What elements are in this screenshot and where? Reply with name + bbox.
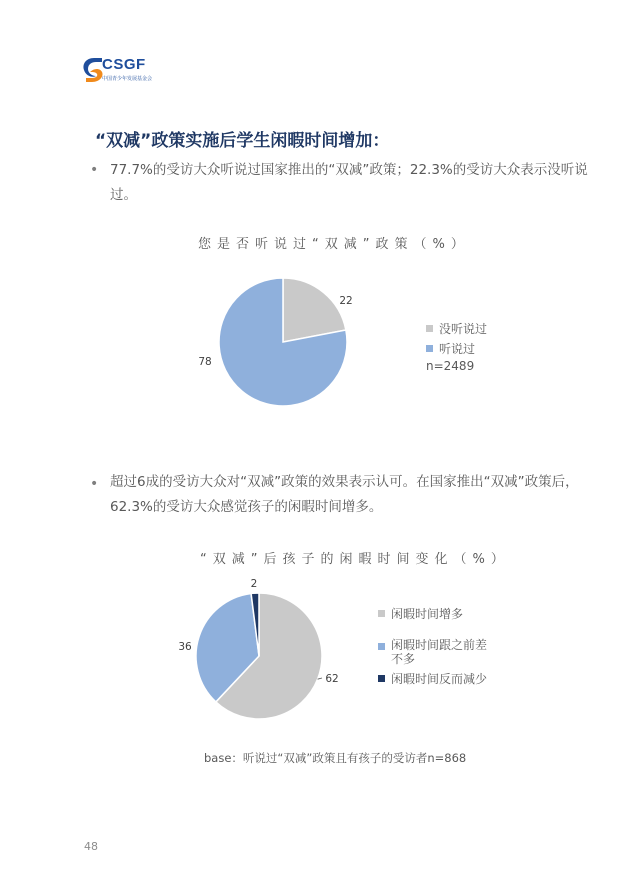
chart2-legend-swatch (378, 675, 385, 682)
pie-data-label: 62 (325, 673, 339, 685)
chart1-legend-label: 没听说过 (439, 322, 488, 336)
logo-subtext: 中国青少年发展基金会 (102, 76, 153, 82)
chart2-base-note: base：听说过“双减”政策且有孩子的受访者n=868 (204, 751, 467, 765)
chart2-legend-label: 闲暇时间跟之前差不多 (391, 638, 488, 666)
pie-data-label: 36 (178, 641, 192, 653)
chart1-legend-label: 听说过 (439, 342, 476, 356)
bullet-dot-icon: • (90, 476, 99, 492)
chart2-legend-swatch (378, 643, 385, 650)
bullet-dot-icon: • (90, 162, 99, 178)
pie-data-label: 2 (250, 578, 258, 590)
section-heading: “双减”政策实施后学生闲暇时间增加： (95, 131, 390, 151)
chart2-legend-label: 闲暇时间增多 (391, 607, 464, 621)
pie-data-label: 78 (198, 356, 212, 368)
chart1-sample-note: n=2489 (426, 359, 475, 373)
chart2-legend-swatch (378, 610, 385, 617)
pie-data-label: 22 (339, 295, 353, 307)
chart1-title: 您是否听说过“双减”政策（%） (198, 237, 470, 252)
chart2-legend-item (378, 670, 487, 687)
chart2-legend-item (378, 605, 463, 622)
bullet-text-1: 77.7%的受访大众听说过国家推出的“双减”政策；22.3%的受访大众表示没听说过。 (110, 162, 588, 203)
chart2-legend-item (378, 638, 488, 666)
logo-text: CSGF (102, 56, 146, 73)
page-number: 48 (84, 840, 98, 853)
chart2-title: “双减”后孩子的闲暇时间变化（%） (200, 552, 510, 567)
bullet-text-2: 超过6成的受访大众对“双减”政策的效果表示认可。在国家推出“双减”政策后，62.3%的受访大众感觉孩子的闲暇时间增多。 (110, 474, 579, 515)
chart2-legend-label: 闲暇时间反而减少 (391, 672, 488, 686)
